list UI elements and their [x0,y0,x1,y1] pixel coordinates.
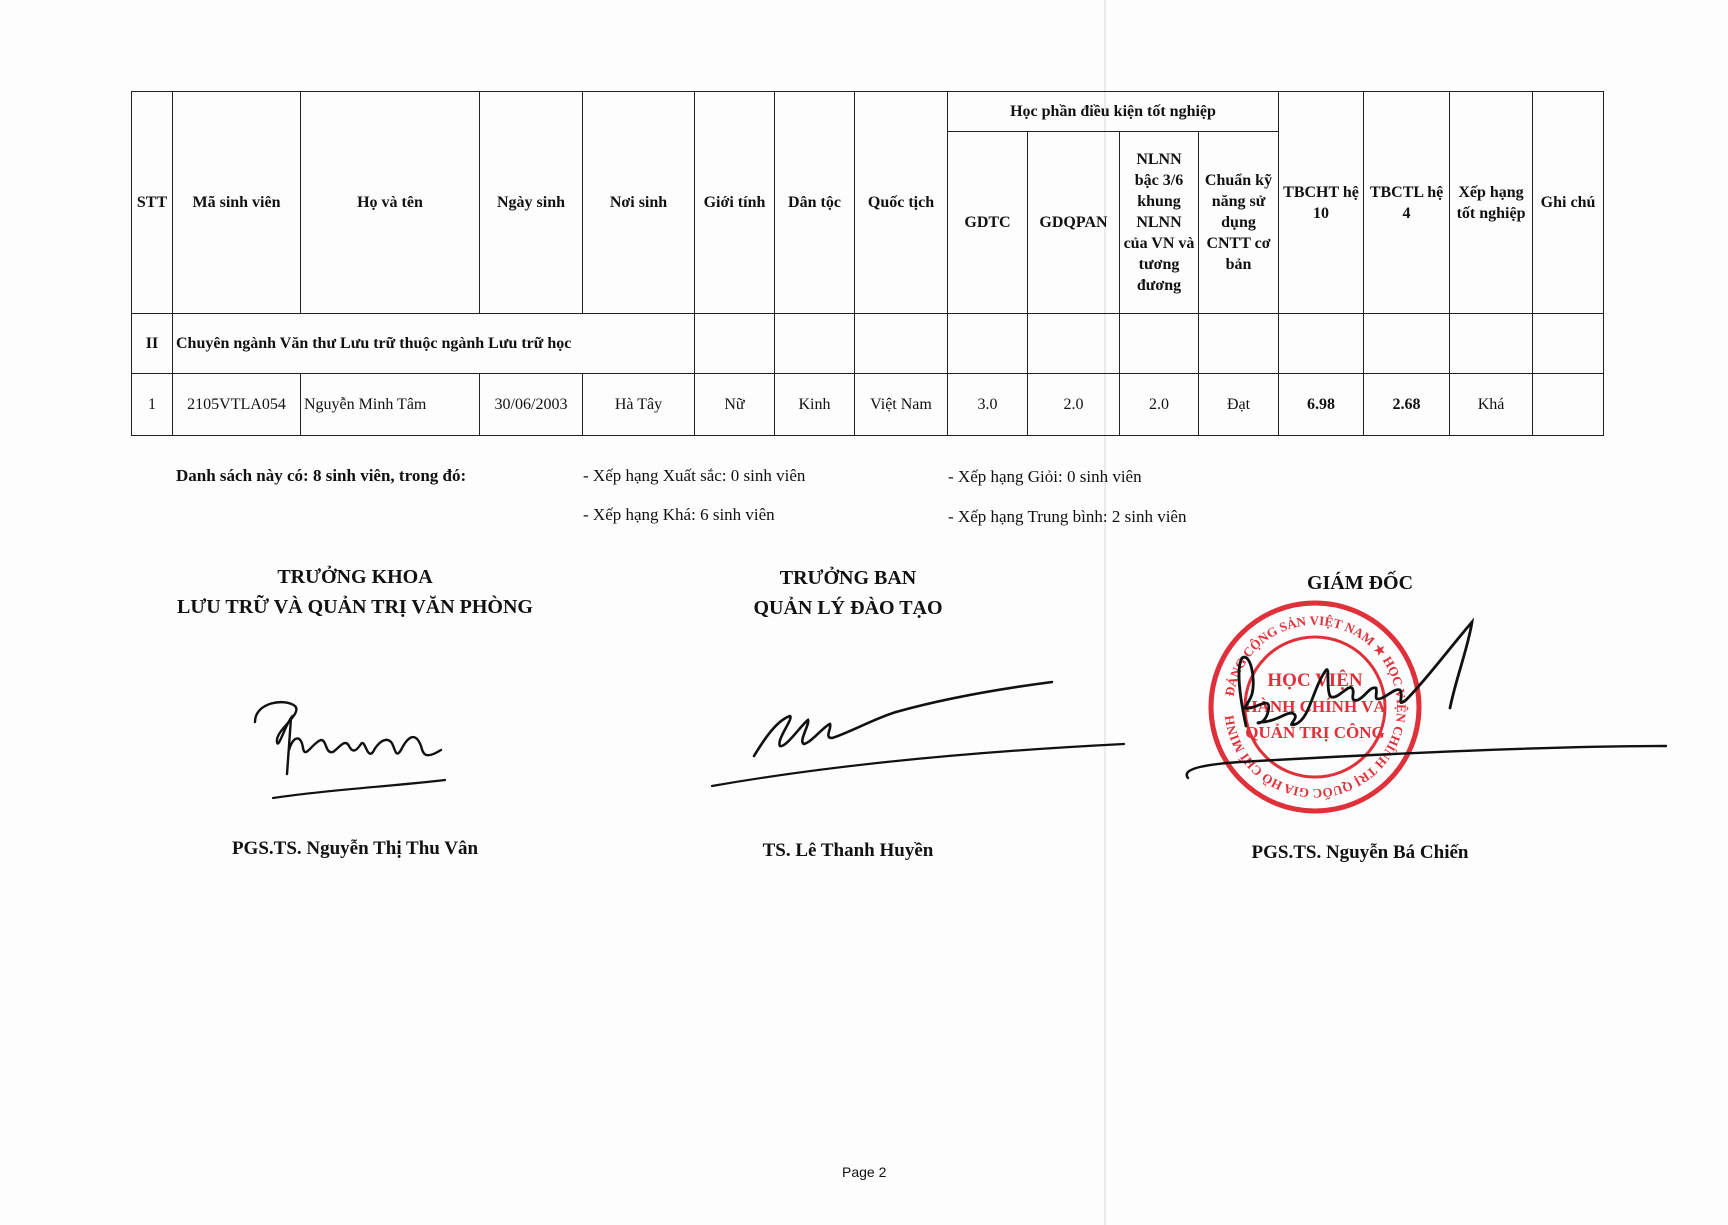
cell-student-id: 2105VTLA054 [173,374,301,436]
signature-title-dean: TRƯỞNG KHOA LƯU TRỮ VÀ QUẢN TRỊ VĂN PHÒNG [177,566,533,618]
signature-title-director: GIÁM ĐỐC [1306,572,1414,594]
cell-full-name: Nguyễn Minh Tâm [301,374,480,436]
cell-nationality: Việt Nam [855,374,948,436]
header-ethnicity: Dân tộc [775,92,855,314]
header-nationality: Quốc tịch [855,92,948,314]
graduation-table [131,91,1604,436]
header-gdqpan: GDQPAN [1028,132,1120,314]
signature-name-training-head: TS. Lê Thanh Huyền [762,840,934,861]
header-gender: Giới tính [695,92,775,314]
header-row [132,92,1604,132]
header-note: Ghi chú [1533,92,1604,314]
cell-gender: Nữ [695,374,775,436]
signature-director-ink [1180,618,1670,798]
signature-dean-ink [245,690,465,810]
cell-tbcht: 6.98 [1279,374,1364,436]
seal-outer-text: ĐẢNG CỘNG SẢN VIỆT NAM ★ HỌC VIỆN CHÍNH TRỊ QUỐC GIA HỒ CHÍ MINH [1221,612,1410,802]
cell-ethnicity: Kinh [775,374,855,436]
cell-stt: 1 [132,374,173,436]
header-tbctl: TBCTL hệ 4 [1364,92,1450,314]
cell-tbctl: 2.68 [1364,374,1450,436]
cell-birthplace: Hà Tây [583,374,695,436]
cell-note [1533,374,1604,436]
table-row [132,374,1604,436]
cell-nlnn: 2.0 [1120,374,1199,436]
signature-name-dean: PGS.TS. Nguyễn Thị Thu Vân [231,838,479,859]
header-gdtc: GDTC [948,132,1028,314]
summary-excellent: - Xếp hạng Xuất sắc: 0 sinh viên [583,466,806,485]
signature-title-training-head: TRƯỞNG BAN QUẢN LÝ ĐÀO TẠO [753,567,943,619]
header-nlnn: NLNN bậc 3/6 khung NLNN của VN và tương đương [1120,132,1199,314]
signature-training-head-ink [706,676,1126,796]
header-dob: Ngày sinh [480,92,583,314]
section-title: Chuyên ngành Văn thư Lưu trữ thuộc ngành Lưu trữ học [173,314,695,374]
header-student-id: Mã sinh viên [173,92,301,314]
summary-average: - Xếp hạng Trung bình: 2 sinh viên [948,507,1187,526]
seal-line-1: HỌC VIỆN [1267,670,1363,691]
section-code: II [132,314,173,374]
header-stt: STT [132,92,173,314]
seal-line-3: QUẢN TRỊ CÔNG [1245,723,1385,742]
page-number: Page 2 [842,1164,887,1180]
section-row [132,314,1604,374]
cell-dob: 30/06/2003 [480,374,583,436]
seal-line-2: HÀNH CHÍNH VÀ [1244,697,1386,716]
cell-cntt: Đạt [1199,374,1279,436]
header-cntt: Chuẩn kỹ năng sử dụng CNTT cơ bản [1199,132,1279,314]
cell-gdtc: 3.0 [948,374,1028,436]
summary-fair: - Xếp hạng Khá: 6 sinh viên [583,505,775,524]
cell-rank: Khá [1450,374,1533,436]
cell-gdqpan: 2.0 [1028,374,1120,436]
header-graduation-conditions: Học phần điều kiện tốt nghiệp [948,92,1279,132]
signature-name-director: PGS.TS. Nguyễn Bá Chiến [1251,842,1469,863]
summary-good: - Xếp hạng Giỏi: 0 sinh viên [948,467,1142,486]
header-birthplace: Nơi sinh [583,92,695,314]
header-tbcht: TBCHT hệ 10 [1279,92,1364,314]
header-rank: Xếp hạng tốt nghiệp [1450,92,1533,314]
summary-total: Danh sách này có: 8 sinh viên, trong đó: [176,466,467,485]
header-full-name: Họ và tên [301,92,480,314]
